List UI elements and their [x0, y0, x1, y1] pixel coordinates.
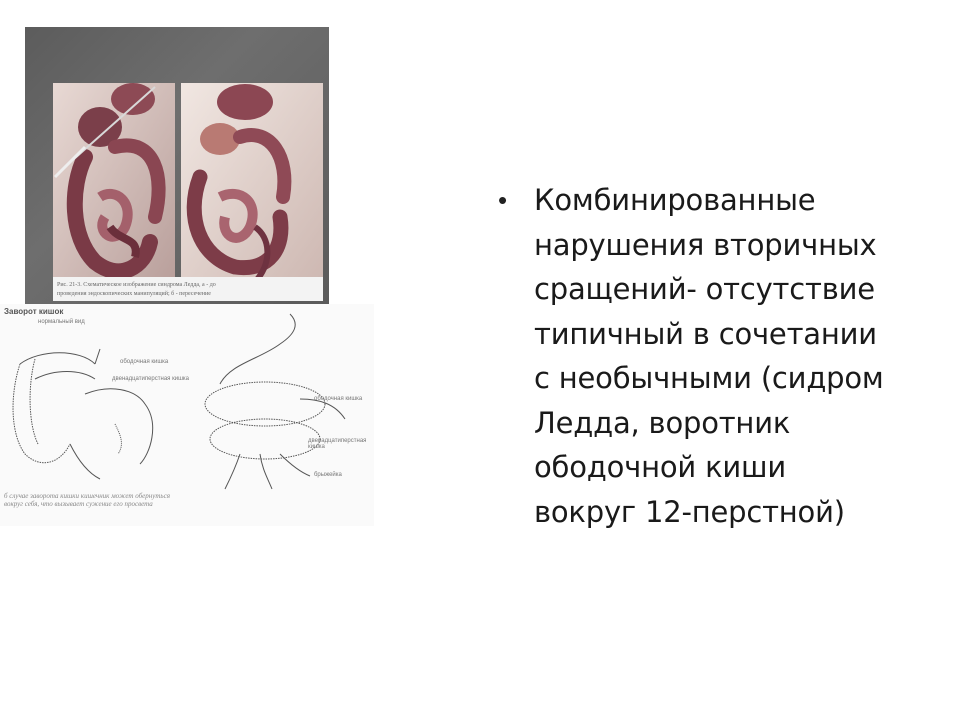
- volvulus-schematic-figure: [0, 304, 374, 526]
- schematic-title: Заворот кишок: [4, 307, 64, 316]
- bullet-list: [498, 178, 898, 534]
- label-colon-left: ободочная кишка: [120, 359, 169, 365]
- label-duodenum-left: двенадцатиперстная кишка: [112, 376, 189, 382]
- bullet-item: [498, 178, 898, 534]
- photo-caption-line1: Рис. 21-3. Схематическое изображение синдрома Ледда, а - до: [57, 282, 216, 288]
- bullet-marker: •: [498, 185, 508, 215]
- schematic-caption: б случае заворота кишки кишечник может обернуться вокруг себя, что вызывает сужение его просвета: [4, 492, 170, 509]
- anatomy-photo-figure: [25, 27, 329, 307]
- intestine-photo-illustration: [25, 27, 329, 307]
- label-mesentery: брыжейка: [314, 472, 342, 478]
- label-duodenum-right: двенадцатиперстная кишка: [308, 438, 367, 450]
- label-colon-right: ободочная кишка: [314, 396, 363, 402]
- photo-caption-line2: проведения эндоскопических манипуляций; б - пересечение: [57, 291, 211, 297]
- label-normal-view: нормальный вид: [38, 319, 85, 325]
- bullet-text: Комбинированные нарушения вторичных сращений- отсутствие типичный в сочетании с необычными (сидром Ледда, воротник ободочной киши вокруг 12-перстной): [534, 183, 884, 529]
